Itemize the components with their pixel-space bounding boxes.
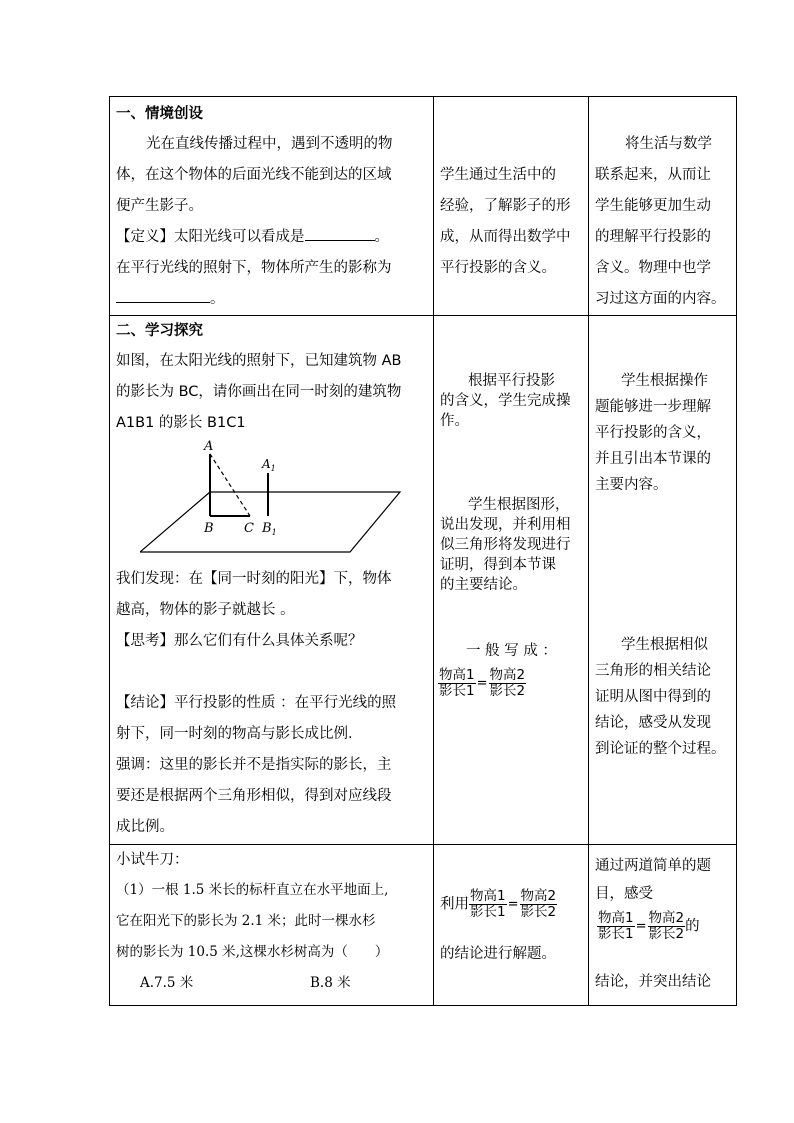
label-b: B bbox=[204, 521, 214, 536]
text-span: 利用 bbox=[440, 896, 469, 913]
table-row bbox=[110, 845, 737, 1006]
fill-blank[interactable] bbox=[305, 228, 375, 241]
text-line: 题能够进一步理解 bbox=[595, 399, 711, 415]
fraction: $\frac{\text{物高2}}{\text{影长2}}$ bbox=[520, 888, 557, 920]
text-line: 平行投影的含义。 bbox=[440, 260, 556, 276]
student-activity-cell bbox=[434, 845, 589, 1006]
text-line: 的含义，学生完成操 bbox=[440, 393, 571, 409]
text-line: 射下，同一时刻的物高与影长成比例. bbox=[116, 726, 353, 742]
text-span: 的 bbox=[685, 918, 700, 935]
text-line: 证明，得到本节课 bbox=[440, 557, 556, 573]
option-b[interactable]: B.8 米 bbox=[310, 975, 351, 991]
text-line: 并且引出本节课的 bbox=[595, 451, 711, 467]
label-a: A bbox=[204, 439, 214, 454]
text-line: 主要内容。 bbox=[595, 477, 668, 493]
label-c: C bbox=[244, 521, 254, 536]
fill-blank[interactable] bbox=[116, 290, 210, 303]
text-line: 说出发现，并利用相 bbox=[440, 517, 571, 533]
table-row bbox=[110, 316, 737, 845]
definition-line bbox=[116, 228, 389, 246]
text-line: 我们发现：在【同一时刻的阳光】下，物体 bbox=[116, 571, 392, 587]
fraction: $\frac{\text{物高1}}{\text{影长1}}$ bbox=[598, 910, 634, 942]
design-intent-cell bbox=[589, 97, 737, 316]
text-line: 似三角形将发现进行 bbox=[440, 537, 571, 553]
text-line: 学生能够更加生动 bbox=[595, 198, 711, 214]
text-line: 一 般 写 成 ： bbox=[466, 643, 557, 659]
text-line: 结论，并突出结论 bbox=[595, 974, 711, 990]
punct: 。 bbox=[374, 229, 389, 245]
text-line: 成，从而得出数学中 bbox=[440, 229, 571, 245]
text-line: 的理解平行投影的 bbox=[595, 229, 711, 245]
text-line: 将生活与数学 bbox=[625, 136, 712, 152]
definition-line-2 bbox=[116, 290, 225, 308]
text-line: 要还是根据两个三角形相似，得到对应线段 bbox=[116, 788, 392, 804]
text-line: 小试牛刀： bbox=[116, 852, 189, 868]
text-line: 根据平行投影 bbox=[468, 373, 555, 389]
text-line: 结论，感受从发现 bbox=[595, 715, 711, 731]
text-line: 学生根据相似 bbox=[621, 637, 708, 653]
student-activity-cell bbox=[434, 97, 589, 316]
text-line: 在平行光线的照射下，物体所产生的影称为 bbox=[116, 260, 392, 276]
section-heading: 一、情境创设 bbox=[116, 106, 203, 122]
text-line: 学生根据操作 bbox=[621, 373, 708, 389]
label-a1: $A_1$ bbox=[262, 457, 276, 473]
content-cell bbox=[110, 845, 434, 1006]
formula: $\frac{\text{物高1}}{\text{影长1}}$ = $\frac{\text{物高2}}{\text{影长2}}$ bbox=[439, 667, 526, 699]
fraction: $\frac{\text{物高1}}{\text{影长1}}$ bbox=[470, 888, 506, 920]
student-activity-cell bbox=[434, 316, 589, 845]
text-line: 【结论】平行投影的性质 ：在平行光线的照 bbox=[116, 695, 397, 711]
text-line: 体，在这个物体的后面光线不能到达的区域 bbox=[116, 167, 392, 183]
text-line: 强调：这里的影长并不是指实际的影长，主 bbox=[116, 757, 392, 773]
text-line: 如图，在太阳光线的照射下，已知建筑物 AB bbox=[116, 353, 402, 369]
content-cell bbox=[110, 97, 434, 316]
question-line: （1）一根 1.5 米长的标杆直立在水平地面上, bbox=[116, 882, 389, 898]
text-line: A1B1 的影长 B1C1 bbox=[116, 415, 246, 431]
text-line: 【思考】那么它们有什么具体关系呢？ bbox=[116, 633, 363, 649]
text-line: 学生通过生活中的 bbox=[440, 167, 556, 183]
text-line: 光在直线传播过程中，遇到不透明的物 bbox=[146, 136, 393, 152]
text-line: 成比例。 bbox=[116, 819, 174, 835]
text-line: 习过这方面的内容。 bbox=[595, 291, 726, 307]
definition-label: 【定义】 bbox=[116, 229, 174, 245]
text-line: 到论证的整个过程。 bbox=[595, 741, 726, 757]
text-line: 便产生影子。 bbox=[116, 198, 203, 214]
text-line: 学生根据图形， bbox=[468, 497, 570, 513]
text-line: 含义。物理中也学 bbox=[595, 260, 711, 276]
text-line: 的主要结论。 bbox=[440, 577, 527, 593]
fraction: $\frac{\text{物高2}}{\text{影长2}}$ bbox=[489, 667, 526, 699]
design-intent-cell bbox=[589, 845, 737, 1006]
formula-line: 利用 $\frac{\text{物高1}}{\text{影长1}}$ = $\frac{\text{物高2}}{\text{影长2}}$ bbox=[440, 888, 557, 920]
text-line: 通过两道简单的题 bbox=[595, 858, 711, 874]
question-line: 树的影长为 10.5 米,这棵水杉树高为（ ） bbox=[116, 944, 389, 960]
text-line: 经验，了解影子的形 bbox=[440, 198, 571, 214]
projection-figure bbox=[140, 436, 410, 556]
text-line: 目，感受 bbox=[595, 886, 653, 902]
text-line: 平行投影的含义， bbox=[595, 425, 711, 441]
punct: 。 bbox=[210, 291, 225, 307]
lesson-plan-table bbox=[109, 96, 737, 1006]
text-line: 的影长为 BC，请你画出在同一时刻的建筑物 bbox=[116, 384, 402, 400]
text-line: 作。 bbox=[440, 413, 469, 429]
fraction: $\frac{\text{物高2}}{\text{影长2}}$ bbox=[648, 910, 685, 942]
design-intent-cell bbox=[589, 316, 737, 845]
label-b1: $B_1$ bbox=[262, 521, 277, 537]
text-line: 联系起来，从而让 bbox=[595, 167, 711, 183]
content-cell bbox=[110, 316, 434, 845]
section-heading: 二、学习探究 bbox=[116, 323, 203, 339]
text-line: 的结论进行解题。 bbox=[440, 946, 556, 962]
table-row bbox=[110, 97, 737, 316]
question-line: 它在阳光下的影长为 2.1 米；此时一棵水杉 bbox=[116, 913, 376, 929]
text-line: 证明从图中得到的 bbox=[595, 689, 711, 705]
fraction: $\frac{\text{物高1}}{\text{影长1}}$ bbox=[439, 667, 475, 699]
sun-ray bbox=[210, 454, 250, 516]
formula-line: $\frac{\text{物高1}}{\text{影长1}}$ = $\frac{\text{物高2}}{\text{影长2}}$ 的 bbox=[598, 910, 700, 942]
text-line: 越高，物体的影子就越长 。 bbox=[116, 602, 295, 618]
text-line: 三角形的相关结论 bbox=[595, 663, 711, 679]
option-a[interactable]: A.7.5 米 bbox=[140, 975, 194, 991]
definition-text: 太阳光线可以看成是 bbox=[174, 229, 305, 245]
